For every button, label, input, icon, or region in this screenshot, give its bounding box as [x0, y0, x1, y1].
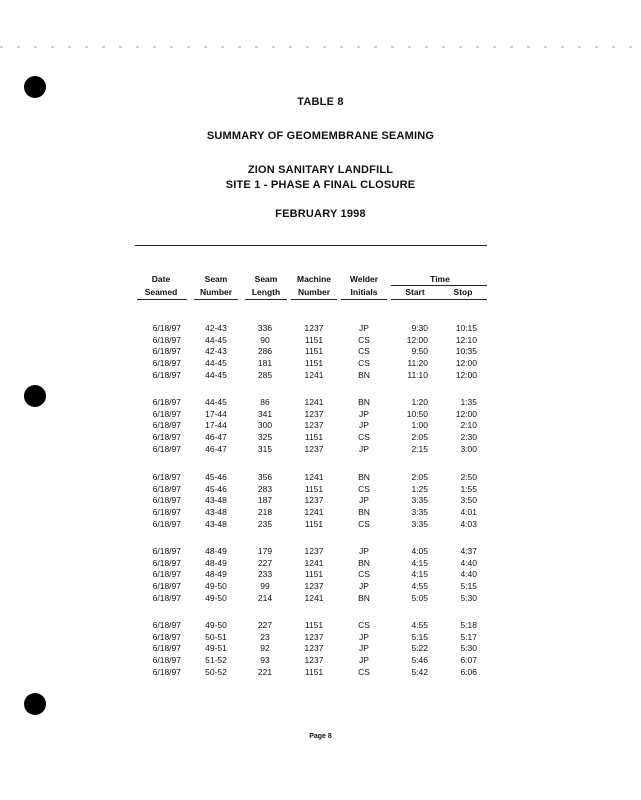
header-rule	[135, 245, 487, 246]
cell-welder-initials: CS	[358, 620, 370, 630]
cell-seam-number: 49-50	[205, 620, 227, 630]
cell-welder-initials: CS	[358, 432, 370, 443]
cell-date-seamed: 6/18/97	[152, 334, 181, 345]
document-title: SUMMARY OF GEOMEMBRANE SEAMING	[206, 130, 435, 142]
cell-machine-number: 1237	[304, 408, 324, 419]
header-seam-number	[194, 273, 238, 299]
cell-time-stop: 3:50	[460, 495, 477, 506]
cell-seam-length: 99	[260, 581, 270, 592]
cell-machine-number: 1151	[304, 620, 324, 630]
cell-time-start: 5:46	[411, 655, 428, 666]
header-seam-number-line2: Number	[199, 287, 233, 297]
cell-machine-number: 1237	[304, 443, 324, 454]
cell-seam-length: 227	[257, 557, 273, 568]
cell-seam-number: 48-49	[205, 569, 227, 580]
cell-seam-length: 227	[257, 620, 273, 630]
cell-time-start: 2:05	[411, 432, 428, 443]
header-machine-number-line2: Number	[297, 287, 331, 297]
cell-seam-number: 45-46	[205, 472, 227, 482]
cell-seam-number: 42-43	[205, 323, 227, 333]
header-seam-length-line1: Seam	[254, 274, 278, 284]
cell-time-start: 9:50	[411, 346, 428, 357]
cell-date-seamed: 6/18/97	[152, 323, 181, 333]
header-underline	[341, 299, 387, 300]
cell-time-stop: 4:03	[460, 518, 477, 529]
cell-seam-length: 341	[257, 408, 273, 419]
cell-welder-initials: JP	[359, 323, 369, 333]
cell-seam-number: 44-45	[205, 334, 227, 345]
cell-time-start: 11:10	[407, 369, 428, 380]
cell-welder-initials: BN	[358, 369, 370, 380]
cell-time-stop: 2:50	[460, 472, 477, 482]
cell-machine-number: 1237	[304, 581, 324, 592]
cell-date-seamed: 6/18/97	[152, 420, 181, 431]
cell-time-stop: 4:40	[460, 569, 477, 580]
cell-machine-number: 1151	[304, 666, 324, 677]
cell-time-stop: 5:17	[460, 631, 477, 642]
cell-seam-number: 50-52	[205, 666, 227, 677]
cell-time-start: 3:35	[411, 518, 428, 529]
cell-date-seamed: 6/18/97	[152, 483, 181, 494]
cell-seam-length: 336	[257, 323, 273, 333]
cell-seam-length: 283	[257, 483, 273, 494]
cell-seam-number: 51-52	[205, 655, 227, 666]
cell-seam-length: 315	[257, 443, 273, 454]
cell-seam-length: 92	[260, 643, 270, 654]
cell-time-start: 4:15	[411, 557, 428, 568]
header-date-line1: Date	[151, 274, 171, 284]
cell-time-stop: 3:00	[460, 443, 477, 454]
cell-machine-number: 1241	[304, 369, 324, 380]
cell-machine-number: 1237	[304, 323, 324, 333]
header-welder-initials-line2: Initials	[350, 287, 378, 297]
cell-time-stop: 1:35	[460, 397, 477, 407]
cell-seam-number: 17-44	[205, 408, 227, 419]
cell-time-stop: 12:00	[455, 369, 477, 380]
binder-hole	[24, 693, 46, 715]
header-welder-initials	[341, 273, 387, 299]
cell-machine-number: 1151	[304, 569, 324, 580]
cell-welder-initials: CS	[358, 518, 370, 529]
cell-date-seamed: 6/18/97	[152, 518, 181, 529]
cell-date-seamed: 6/18/97	[152, 581, 181, 592]
cell-time-start: 5:42	[411, 666, 428, 677]
cell-welder-initials: JP	[359, 546, 369, 556]
header-date-line2: Seamed	[144, 287, 178, 297]
header-date	[137, 273, 185, 299]
cell-seam-length: 325	[257, 432, 273, 443]
cell-time-start: 10:50	[406, 408, 428, 419]
cell-machine-number: 1237	[304, 420, 324, 431]
cell-date-seamed: 6/18/97	[152, 666, 181, 677]
cell-time-start: 1:25	[411, 483, 428, 494]
cell-machine-number: 1241	[304, 507, 324, 518]
cell-machine-number: 1237	[304, 546, 324, 556]
scan-artifact-line	[0, 46, 641, 48]
header-seam-number-line1: Seam	[204, 274, 228, 284]
cell-date-seamed: 6/18/97	[152, 631, 181, 642]
cell-time-start: 1:20	[411, 397, 428, 407]
cell-seam-number: 48-49	[205, 546, 227, 556]
cell-seam-number: 46-47	[205, 443, 227, 454]
cell-seam-length: 233	[257, 569, 273, 580]
cell-welder-initials: JP	[359, 408, 369, 419]
cell-welder-initials: JP	[359, 655, 369, 666]
cell-date-seamed: 6/18/97	[152, 557, 181, 568]
cell-time-stop: 5:18	[460, 620, 477, 630]
cell-time-stop: 1:55	[460, 483, 477, 494]
cell-welder-initials: CS	[358, 666, 370, 677]
cell-welder-initials: JP	[359, 443, 369, 454]
cell-seam-number: 49-50	[205, 581, 227, 592]
cell-time-stop: 2:30	[460, 432, 477, 443]
cell-seam-length: 23	[260, 631, 270, 642]
cell-welder-initials: JP	[359, 631, 369, 642]
cell-seam-length: 179	[257, 546, 273, 556]
cell-welder-initials: JP	[359, 643, 369, 654]
cell-seam-number: 17-44	[205, 420, 227, 431]
cell-time-stop: 5:15	[460, 581, 477, 592]
cell-seam-number: 50-51	[205, 631, 227, 642]
cell-seam-number: 45-46	[205, 483, 227, 494]
cell-time-stop: 4:01	[460, 507, 477, 518]
cell-machine-number: 1151	[304, 358, 324, 369]
cell-date-seamed: 6/18/97	[152, 346, 181, 357]
cell-date-seamed: 6/18/97	[152, 655, 181, 666]
report-date: FEBRUARY 1998	[275, 208, 366, 220]
cell-date-seamed: 6/18/97	[152, 592, 181, 603]
cell-seam-number: 44-45	[205, 369, 227, 380]
cell-welder-initials: CS	[358, 358, 370, 369]
cell-date-seamed: 6/18/97	[152, 546, 181, 556]
page-number: Page 8	[309, 733, 332, 740]
cell-date-seamed: 6/18/97	[152, 495, 181, 506]
cell-date-seamed: 6/18/97	[152, 620, 181, 630]
cell-welder-initials: JP	[359, 495, 369, 506]
cell-machine-number: 1237	[304, 495, 324, 506]
cell-time-stop: 6:07	[460, 655, 477, 666]
cell-welder-initials: BN	[358, 507, 370, 518]
cell-machine-number: 1241	[304, 397, 324, 407]
cell-time-start: 5:05	[411, 592, 428, 603]
header-time: Time	[430, 274, 450, 284]
cell-machine-number: 1151	[304, 483, 324, 494]
phase-name: SITE 1 - PHASE A FINAL CLOSURE	[225, 179, 416, 191]
cell-machine-number: 1237	[304, 643, 324, 654]
header-underline	[245, 299, 287, 300]
cell-machine-number: 1241	[304, 557, 324, 568]
cell-time-stop: 4:37	[460, 546, 477, 556]
cell-seam-length: 181	[257, 358, 273, 369]
cell-time-start: 5:15	[411, 631, 428, 642]
cell-welder-initials: CS	[358, 569, 370, 580]
cell-date-seamed: 6/18/97	[152, 507, 181, 518]
cell-seam-number: 49-51	[205, 643, 227, 654]
cell-seam-length: 356	[257, 472, 273, 482]
cell-seam-number: 44-45	[205, 358, 227, 369]
cell-time-start: 3:35	[411, 507, 428, 518]
cell-seam-length: 214	[257, 592, 273, 603]
cell-time-start: 1:00	[411, 420, 428, 431]
cell-time-stop: 4:40	[460, 557, 477, 568]
cell-seam-length: 86	[260, 397, 270, 407]
cell-time-start: 4:55	[411, 581, 428, 592]
cell-seam-length: 300	[257, 420, 273, 431]
header-seam-length	[245, 273, 287, 299]
cell-time-start: 11:20	[407, 358, 428, 369]
cell-machine-number: 1151	[304, 432, 324, 443]
cell-time-stop: 12:00	[455, 408, 477, 419]
cell-date-seamed: 6/18/97	[152, 408, 181, 419]
cell-date-seamed: 6/18/97	[152, 643, 181, 654]
cell-machine-number: 1237	[304, 655, 324, 666]
binder-hole	[24, 385, 46, 407]
cell-machine-number: 1237	[304, 631, 324, 642]
cell-time-start: 5:22	[411, 643, 428, 654]
header-underline	[391, 299, 487, 300]
cell-seam-length: 218	[257, 507, 273, 518]
cell-welder-initials: CS	[358, 346, 370, 357]
cell-date-seamed: 6/18/97	[152, 443, 181, 454]
cell-seam-number: 46-47	[205, 432, 227, 443]
cell-time-start: 4:15	[411, 569, 428, 580]
cell-time-stop: 12:00	[455, 358, 477, 369]
cell-date-seamed: 6/18/97	[152, 472, 181, 482]
header-underline	[137, 299, 187, 300]
header-start: Start	[405, 287, 425, 297]
cell-seam-number: 43-48	[205, 507, 227, 518]
cell-time-start: 12:00	[406, 334, 428, 345]
cell-time-start: 9:30	[411, 323, 428, 333]
cell-seam-number: 43-48	[205, 495, 227, 506]
cell-time-stop: 5:30	[460, 643, 477, 654]
cell-time-stop: 10:15	[455, 323, 477, 333]
cell-welder-initials: BN	[358, 557, 370, 568]
cell-welder-initials: CS	[358, 483, 370, 494]
cell-time-stop: 2:10	[460, 420, 477, 431]
header-welder-initials-line1: Welder	[349, 274, 379, 284]
cell-time-start: 3:35	[411, 495, 428, 506]
header-underline	[194, 299, 238, 300]
header-machine-number	[291, 273, 337, 299]
cell-time-start: 2:05	[411, 472, 428, 482]
cell-date-seamed: 6/18/97	[152, 358, 181, 369]
cell-welder-initials: BN	[358, 592, 370, 603]
cell-seam-length: 93	[260, 655, 270, 666]
cell-time-start: 2:15	[411, 443, 428, 454]
cell-time-start: 4:55	[411, 620, 428, 630]
header-seam-length-line2: Length	[251, 287, 281, 297]
cell-date-seamed: 6/18/97	[152, 569, 181, 580]
cell-welder-initials: JP	[359, 581, 369, 592]
cell-time-stop: 12:10	[455, 334, 477, 345]
cell-welder-initials: CS	[358, 334, 370, 345]
header-stop: Stop	[453, 287, 473, 297]
cell-seam-number: 42-43	[205, 346, 227, 357]
cell-seam-length: 285	[257, 369, 273, 380]
binder-hole	[24, 76, 46, 98]
table-number: TABLE 8	[297, 96, 344, 108]
cell-machine-number: 1151	[304, 346, 324, 357]
cell-welder-initials: BN	[358, 472, 370, 482]
cell-machine-number: 1151	[304, 518, 324, 529]
cell-welder-initials: BN	[358, 397, 370, 407]
cell-seam-length: 221	[257, 666, 273, 677]
cell-date-seamed: 6/18/97	[152, 397, 181, 407]
cell-time-stop: 10:35	[455, 346, 477, 357]
cell-seam-number: 49-50	[205, 592, 227, 603]
cell-time-start: 4:05	[411, 546, 428, 556]
cell-machine-number: 1151	[304, 334, 324, 345]
cell-seam-length: 235	[257, 518, 273, 529]
cell-seam-length: 286	[257, 346, 273, 357]
cell-time-stop: 5:30	[460, 592, 477, 603]
site-name: ZION SANITARY LANDFILL	[247, 164, 394, 176]
cell-seam-number: 44-45	[205, 397, 227, 407]
cell-machine-number: 1241	[304, 592, 324, 603]
cell-seam-number: 43-48	[205, 518, 227, 529]
cell-welder-initials: JP	[359, 420, 369, 431]
header-machine-number-line1: Machine	[296, 274, 331, 284]
header-underline	[291, 299, 337, 300]
cell-date-seamed: 6/18/97	[152, 432, 181, 443]
cell-seam-length: 187	[257, 495, 273, 506]
cell-time-stop: 6:06	[460, 666, 477, 677]
cell-seam-number: 48-49	[205, 557, 227, 568]
cell-machine-number: 1241	[304, 472, 324, 482]
cell-seam-length: 90	[260, 334, 270, 345]
cell-date-seamed: 6/18/97	[152, 369, 181, 380]
